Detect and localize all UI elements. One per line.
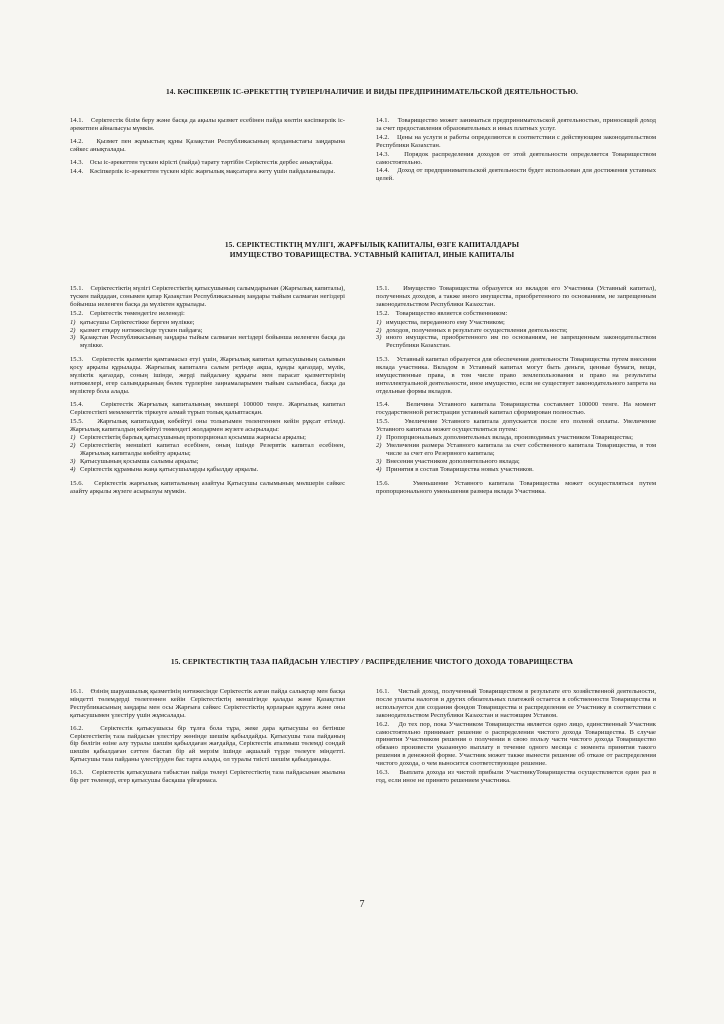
paragraph-15-5-ru: 15.5. Увеличение Уставного капитала допускается после его полной оплаты. Увеличение Уставного капитала может осуществляться путем: (376, 417, 656, 433)
section-15-kazakh-column (70, 285, 345, 501)
paragraph-16-2-ru: 16.2. До тех пор, пока Участником Товарищества является одно лицо, единственный Участник самостоятельно принимает решение о распределении чистого дохода Товарищества. В случае принятия Участником решения о получении в свою пользу части чистого дохода Товарищество обязано произвести указанную выплату в течение одного месяца с момента принятия такого решения в денежной форме. Участник может также вынести решение об отказе от распределения чистого дохода, о чем выносится соответствующее решение. (376, 720, 656, 768)
section-14-russian-column (376, 117, 656, 188)
list-item: 3) Қатысушының қосымша салымы арқылы; (70, 458, 199, 466)
list-item: 2) доходов, полученных в результате осуществления деятельности; (376, 326, 568, 334)
paragraph-14-1-ru: 14.1. Товарищество может заниматься предпринимательской деятельностью, приносящей доход за счет предоставления образовательных и иных платных услуг. (376, 117, 656, 132)
list-item: 1) Серіктестіктің барлық қатысушының пропорционал қосымша жарнасы арқылы; (70, 434, 306, 442)
paragraph-15-3-kz: 15.3. Серіктестік қызметін қамтамасыз етуі үшін, Жарғылық капитал қатысушының салымын қосу арқылы құрылады. Жарғылық капиталға салым ретінде ақша, құнды қағаздар, мүлік, мүліктік қағаздар, соның ішінде, жерді пайдалану құқығы мен парасат қызметтерінің нәтижелері, егер салымдарының бөлек түрлеріне заңнамаларымен тыйым салынбаса, басқа да мүліктер бола алады. (70, 356, 345, 395)
section-15-russian-column (376, 285, 656, 501)
paragraph-15-2-ru: 15.2. Товарищество является собственником: (376, 309, 508, 317)
paragraph-15-1-ru: 15.1. Имущество Товарищества образуется из вкладов его Участника (Уставный капитал), полученных доходов, а также иного имущества, приобретенного по основаниям, не запрещенным законодательством Республики Казахстан. (376, 285, 656, 308)
paragraph-16-2-kz: 16.2. Серіктестік қатысушысы бір тұлға бола тұра, жеке дара қатысушы өз бетінше Серіктестіктің таза пайдасын үлестіру жөнінде шешім қабылдайды. Қатысушы таза пайданың бір бөлігін өзіне алу туралы шешім қабылдаған жағдайда, Серіктестік аталмыш төлемді сондай шешім қабылдаған сәттен бастап бір ай мерзім ішінде ақшалай түрде төлеуге міндетті. Қатысушы таза пайданы үлестіруден бас тарта алады, ол туралы тиісті шешім қабылданады. (70, 724, 345, 764)
page-number: 7 (359, 899, 365, 910)
paragraph-14-3-kz: 14.3. Осы іс-әрекеттен түскен кірісті (пайда) тарату тәртібін Серіктестік дербес анықтайды. (70, 158, 333, 166)
paragraph-15-1-kz: 15.1. Серіктестіктің мүлігі Серіктестіктің қатысушының салымдарынан (Жарғылық капиталы), түскен пайдадан, сонымен қатар Қазақстан Республикасының заңдары тыйым салмаған негіздері бойынша иеленген басқа да мүліктен құрылады. (70, 285, 345, 308)
list-item: 3) иного имущества, приобретенного им по основаниям, не запрещенным законодательством Республики Казахстан. (376, 334, 656, 350)
paragraph-14-2-kz: 14.2. Қызмет пен жұмыстың құны Қазақстан Республикасының қолданыстағы заңдарына сәйкес анықталады. (70, 137, 345, 153)
paragraph-14-1-kz: 14.1. Серіктестік білім беру және басқа да ақылы қызмет есебінен пайда көлтін кәсіпкерлік іс- әрекетпен айналысуы мүмкін. (70, 117, 345, 132)
paragraph-16-3-kz: 16.3. Серіктестік қатысушыға табыстан пайда төлеуі Серіктестіктің таза пайдасынан жылына бір рет төленеді, егер қатысушы басқаша үйғармаса. (70, 769, 345, 785)
section-15-heading-line-kz: 15. СЕРІКТЕСТІКТІҢ МҮЛІГІ, ЖАРҒЫЛЫҚ КАПИТАЛЫ, ӨЗГЕ КАПИТАЛДАРЫ (224, 240, 520, 249)
list-item: 4) Принятия в состав Товарищества новых участников. (376, 466, 534, 474)
paragraph-14-3-ru: 14.3. Порядок распределения доходов от этой деятельности определяется Товариществом самостоятельно. (376, 150, 656, 166)
paragraph-16-1-kz: 16.1. Өзінің шаруашылық қызметінің нәтижесінде Серіктестік алған пайда салықтар мен басқа міндетті төлемдерді төлегеннен кейін Серіктестіктің меншігінде қалады және Қазақстан Республикасының заңдары мен осы Жарғыға сәйкес Серіктестіктің қорларын құруға және оны қатысушымен үлестіру үшін жұмсалады. (70, 688, 345, 719)
paragraph-15-6-kz: 15.6. Серіктестік жарғылық капиталының азайтуы Қатысушы салымының мөлшерін сәйкес азайту арқылы жүзеге асырылуы мүмкін. (70, 479, 345, 495)
list-item: 2) қызмет етқару нәтижесінде түскен пайдаға; (70, 326, 203, 334)
list-item: 2) Серіктестіктің меншікті капитал есебінен, оның ішінде Резервтік капитал есебінен, Жарғылық капиталды көбейту арқылы; (70, 442, 345, 458)
section-15-heading-line-ru: ИМУЩЕСТВО ТОВАРИЩЕСТВА. УСТАВНЫЙ КАПИТАЛ, ИНЫЕ КАПИТАЛЫ (229, 250, 515, 259)
paragraph-16-1-ru: 16.1. Чистый доход, полученный Товариществом в результате его хозяйственной деятельности, после уплаты налогов и других обязательных платежей остается в собственности Товарищества и используется для создания фондов Товарищества и распределения ее Участнику в соответствии с законодательством Республики Казахстан и настоящим Уставом. (376, 688, 656, 719)
paragraph-15-5-kz: 15.5. Жарғылық капиталдың көбейтуі оны толығымен төленгеннен кейін рұқсат етіледі. Жарғылық капиталдың көбейтуі төмендегі жолдармен жүзеге асырылады: (70, 417, 345, 433)
paragraph-15-2-kz: 15.2. Серіктестік төмендегіге иеленеді: (70, 309, 185, 317)
paragraph-16-3-ru: 16.3. Выплата дохода из чистой прибыли УчастникуТоварищества осуществляется один раз в год, если иное не принято решением участника. (376, 769, 656, 784)
paragraph-15-4-ru: 15.4. Величина Уставного капитала Товарищества составляет 100000 тенге. На момент государственной регистрации уставный капитал сформирован полностью. (376, 400, 656, 416)
paragraph-14-4-ru: 14.4. Доход от предпринимательской деятельности будет использован для достижения уставных целей. (376, 167, 656, 183)
section-16-heading: 15. СЕРІКТЕСТІКТІҢ ТАЗА ПАЙДАСЫН ҮЛЕСТІРУ / РАСПРЕДЕЛЕНИЕ ЧИСТОГО ДОХОДА ТОВАРИЩЕСТВА (170, 657, 574, 666)
list-item: 2) Увеличения размера Уставного капитала за счет собственного капитала Товарищества, в том числе за счет его Резервного капитала; (376, 442, 656, 458)
section-16-russian-column (376, 688, 656, 790)
paragraph-14-2-ru: 14.2. Цены на услуги и работы определяются в соответствии с действующим законодательством Республики Казахстан. (376, 133, 656, 149)
list-item: 3) Внесения участником дополнительного вклада; (376, 458, 520, 466)
list-item: 1) қатысушы Серіктестікке берген мүлікке; (70, 318, 195, 326)
section-14-heading: 14. КӘСІПКЕРЛІК ІС-ӘРЕКЕТТІҢ ТҮРЛЕРІ/НАЛИЧИЕ И ВИДЫ ПРЕДПРИНИМАТЕЛЬСКОЙ ДЕЯТЕЛЬНОСТЬЮ. (166, 87, 578, 96)
section-14-kazakh-column (70, 117, 345, 180)
list-item: 1) Пропорциональных дополнительных вклада, производимых участником Товарищества; (376, 434, 633, 442)
section-15-heading (60, 240, 684, 260)
list-item: 4) Серіктестік құрамына жаңа қатысушыларды қабылдау арқылы. (70, 466, 259, 474)
paragraph-14-4-kz: 14.4. Кәсіпкерлік іс-әрекеттен түскен кіріс жарғылық мақсатарға жету үшін пайдаланылады. (70, 167, 336, 175)
list-item: 3) Қазақстан Республикасының заңдары тыйым салмаған негіздері бойынша иеленген басқа да мүлікке. (70, 334, 345, 350)
paragraph-15-3-ru: 15.3. Уставный капитал образуется для обеспечения деятельности Товарищества путем внесения вклада участника. Вкладом в Уставный капитал могут быть деньги, ценные бумаги, вещи, имущественные права, в том числе право землепользования и право на результаты интеллектуальной деятельности, иное имущество, если не существует законодательного запрета на отдельные формы вкладов. (376, 356, 656, 395)
section-16-kazakh-column (70, 688, 345, 790)
paragraph-15-6-ru: 15.6. Уменьшение Уставного капитала Товарищества может осуществляться путем пропорционального уменьшения размера вклада Участника. (376, 479, 656, 495)
list-item: 1) имущества, переданного ему Участником; (376, 318, 505, 326)
paragraph-15-4-kz: 15.4. Серіктестік Жарғылық капиталының мөлшері 100000 теңге. Жарғылық капитал Серіктестікті мемлекеттік тіркеуге алмай түрып толық қалыптасқан. (70, 400, 345, 416)
